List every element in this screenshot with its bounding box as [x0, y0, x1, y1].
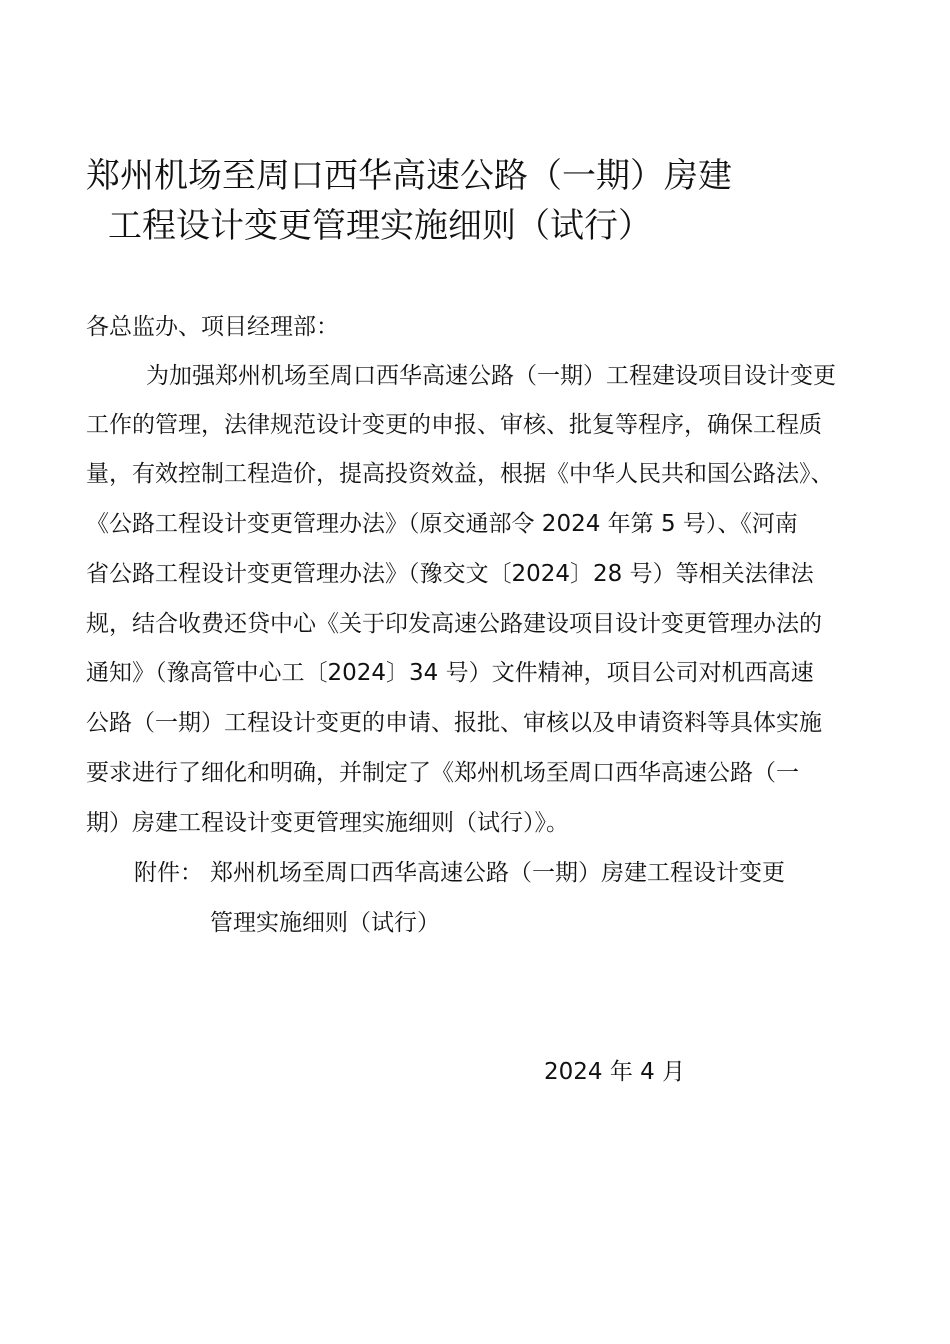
- body-line: 通知》（豫高管中心工〔2024〕34 号）文件精神，项目公司对机西高速: [86, 660, 814, 686]
- body-line: 为加强郑州机场至周口西华高速公路（一期）工程建设项目设计变更: [146, 363, 836, 389]
- attachment-title-line-1: 郑州机场至周口西华高速公路（一期）房建工程设计变更: [210, 860, 785, 886]
- document-date: 2024 年 4 月: [544, 1059, 686, 1085]
- attachment-title-line-2: 管理实施细则（试行）: [210, 910, 440, 936]
- salutation: 各总监办、项目经理部：: [86, 314, 339, 340]
- body-line: 省公路工程设计变更管理办法》（豫交文〔2024〕28 号）等相关法律法: [86, 561, 814, 587]
- body-line: 公路（一期）工程设计变更的申请、报批、审核以及申请资料等具体实施: [86, 710, 822, 736]
- body-line: 规，结合收费还贷中心《关于印发高速公路建设项目设计变更管理办法的: [86, 611, 822, 637]
- attachment-label: 附件：: [134, 860, 203, 886]
- body-line: 期）房建工程设计变更管理实施细则（试行）》。: [86, 810, 569, 836]
- body-line: 《公路工程设计变更管理办法》（原交通部令 2024 年第 5 号）、《河南: [86, 511, 798, 537]
- body-line: 要求进行了细化和明确，并制定了《郑州机场至周口西华高速公路（一: [86, 760, 799, 786]
- body-line: 量，有效控制工程造价，提高投资效益，根据《中华人民共和国公路法》、: [86, 461, 834, 487]
- document-title-line-2: 工程设计变更管理实施细则（试行）: [108, 206, 652, 246]
- document-title-line-1: 郑州机场至周口西华高速公路（一期）房建: [86, 156, 732, 196]
- body-line: 工作的管理，法律规范设计变更的申报、审核、批复等程序，确保工程质: [86, 412, 822, 438]
